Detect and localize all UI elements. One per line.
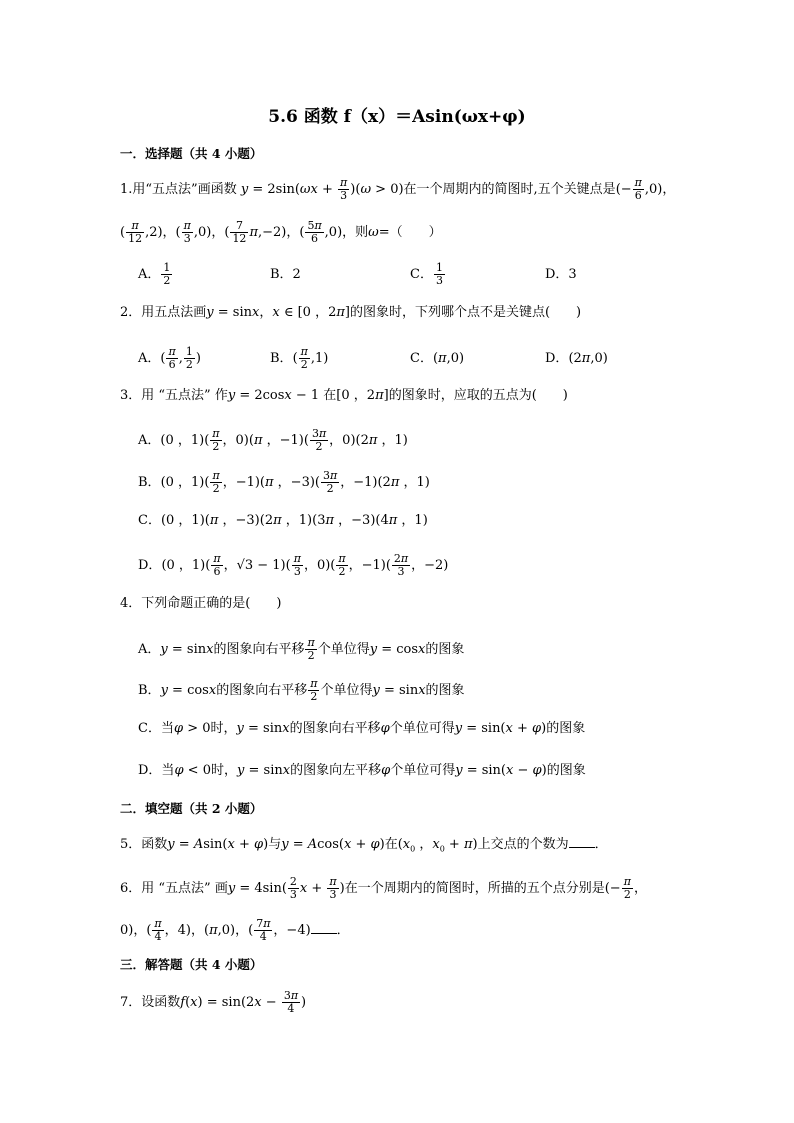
answer-blank — [311, 921, 337, 934]
question-4: 4．下列命题正确的是( ) — [120, 596, 282, 611]
q1-option-d: D．3 — [545, 267, 577, 282]
q2-option-c: C．(π,0) — [410, 351, 465, 366]
answer-blank — [569, 835, 595, 848]
q3-option-a: A．(0 ，1)( $\frac{\pi}{2}$ ，0)(π ，−1)( $\frac{3\pi}{2}$ ，0)(2π ，1) — [138, 427, 408, 453]
q1-option-c: C． $\frac{1}{3}$ — [410, 261, 443, 287]
question-3: 3．用 “五点法” 作y = 2cosx − 1 在[0 ，2π]的图象时，应取的五点为( ) — [120, 388, 568, 403]
question-7: 7．设函数f(x) = sin(2x − $\frac{3\pi}{4}$ ) — [120, 989, 307, 1015]
q2-option-a: A．( $\frac{\pi}{6}$ , $\frac{1}{2}$ ) — [138, 345, 201, 371]
question-2-options — [138, 346, 608, 371]
page-title: 5.6 函数 f（x）＝Asin(ωx+φ) — [268, 107, 526, 127]
question-6-line-1: 6．用 “五点法” 画y = 4sin( $\frac{2}{3}$ x + $\frac{\pi}{3}$ )在一个周期内的简图时，所描的五个点分别是(− $\frac{\pi}{2}$ ， — [120, 875, 647, 901]
question-1-line-1: 1.用“五点法”画函数 y = 2sin(ωx + $\frac{\pi}{3}$ )(ω > 0)在一个周期内的简图时,五个关键点是(− $\frac{\pi}{6}$ ,0)， — [120, 176, 676, 202]
section-heading-solve: 三．解答题（共 4 小题） — [120, 957, 263, 972]
q4-option-a: A．y = sinx的图象向右平移 $\frac{\pi}{2}$ 个单位得y = cosx的图象 — [138, 636, 465, 662]
q1-option-a: A． $\frac{1}{2}$ — [138, 261, 171, 287]
question-1-line-2: ( $\frac{\pi}{12}$ ,2)，( $\frac{\pi}{3}$ ,0)，( $\frac{7}{12}$ π,−2)，( $\frac{5\pi}{6}$ ,0)，则ω=（ ） — [120, 219, 442, 245]
q3-option-d: D．(0 ，1)( $\frac{\pi}{6}$ ，√3 − 1)( $\frac{\pi}{3}$ ，0)( $\frac{\pi}{2}$ ，−1)( $\frac{2\pi}{3}$ ，−2) — [138, 552, 449, 578]
q2-option-b: B．( $\frac{\pi}{2}$ ,1) — [270, 345, 329, 371]
question-6-line-2: 0)，( $\frac{\pi}{4}$ ，4)，(π,0)，( $\frac{7\pi}{4}$ ，−4) ． — [120, 917, 350, 943]
section-heading-fill: 二．填空题（共 2 小题） — [120, 801, 263, 816]
question-5: 5．函数y = Asin(x + φ)与y = Acos(x + φ)在($x_0$ ，$x_0 + \pi$)上交点的个数为 ． — [120, 837, 608, 854]
q4-option-d: D．当φ < 0时，y = sinx的图象向左平移φ个单位可得y = sin(x − φ)的图象 — [138, 763, 586, 778]
q4-option-b: B．y = cosx的图象向右平移 $\frac{\pi}{2}$ 个单位得y = sinx的图象 — [138, 677, 465, 703]
q2-option-d: D．(2π,0) — [545, 351, 608, 366]
q1-option-b: B．2 — [270, 267, 301, 282]
q3-option-b: B．(0 ，1)( $\frac{\pi}{2}$ ，−1)(π ，−3)( $\frac{3\pi}{2}$ ，−1)(2π ，1) — [138, 469, 430, 495]
q3-option-c: C．(0 ，1)(π ，−3)(2π ，1)(3π ，−3)(4π ，1) — [138, 513, 428, 528]
question-1-options — [138, 262, 577, 287]
q4-option-c: C．当φ > 0时，y = sinx的图象向右平移φ个单位可得y = sin(x + φ)的图象 — [138, 721, 586, 736]
question-2: 2．用五点法画y = sinx，x ∈ [0 ，2π]的图象时，下列哪个点不是关键点( ) — [120, 305, 582, 320]
section-heading-choice: 一．选择题（共 4 小题） — [120, 146, 263, 161]
